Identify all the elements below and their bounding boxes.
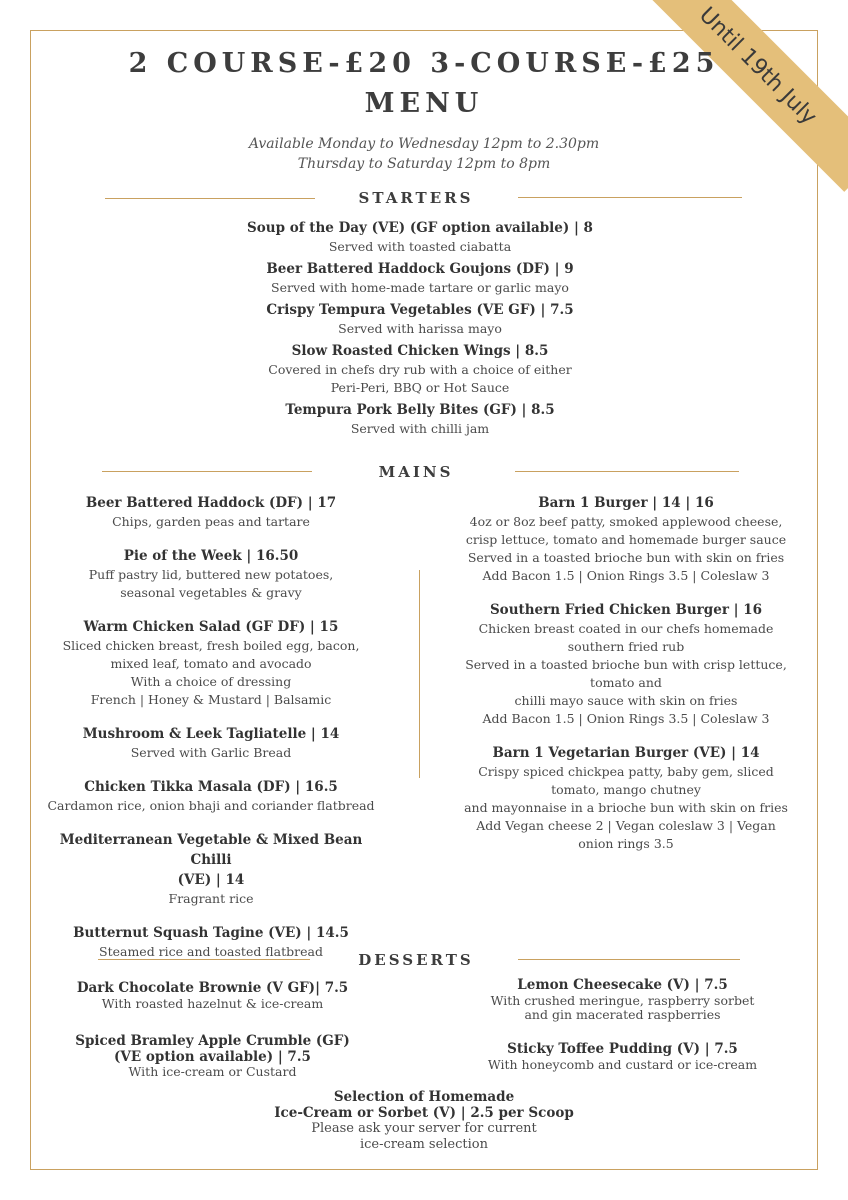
dish-description: With roasted hazelnut & ice-cream [101,996,324,1011]
dish-description: Sliced chicken breast, fresh boiled egg, bacon, [62,638,360,653]
dish-description: seasonal vegetables & gravy [120,585,302,600]
dish-description: and mayonnaise in a brioche bun with skin on fries [464,800,788,815]
dish-name: Southern Fried Chicken Burger [489,602,729,618]
dish-name-continued: Ice-Cream or Sorbet (V) [274,1105,457,1121]
dish-description: With ice-cream or Custard [128,1064,297,1079]
dish-description: With a choice of dressing [130,674,292,689]
dish-description: Served with Garlic Bread [130,745,292,760]
dish-name: Beer Battered Haddock (DF) [85,495,304,511]
menu-title-prices: 2 COURSE-£20 3-COURSE-£25 [128,48,720,79]
dish-description: tomato and [590,675,662,690]
dish-name: Spiced Bramley Apple Crumble (GF) [75,1033,350,1049]
dish-price: | 14 | 16 [647,495,714,511]
starter-item [180,218,660,256]
dish-description: chilli mayo sauce with skin on fries [514,693,738,708]
desserts-heading: DESSERTS [358,951,474,969]
dish-description: Served with chilli jam [350,421,490,436]
dish-description: 4oz or 8oz beef patty, smoked applewood cheese, [469,514,783,529]
dish-name: Mushroom & Leek Tagliatelle [82,726,307,742]
desserts-right-column [465,976,780,1072]
starter-item [180,341,660,397]
dish-description: Served in a toasted brioche bun with skin on fries [467,550,785,565]
main-item [40,617,382,709]
dish-price: | 17 [303,495,337,511]
dish-name: Tempura Pork Belly Bites (GF) [285,402,517,418]
dish-description: Served with harissa mayo [338,321,502,336]
dish-name: Slow Roasted Chicken Wings | 8.5 [291,343,549,359]
dish-description: With honeycomb and custard or ice-cream [487,1057,758,1072]
dish-price: | 16.50 [241,548,299,564]
dish-name: Lemon Cheesecake (V) [517,977,690,993]
starters-rule-left [105,198,315,199]
starters-list [180,218,660,438]
dessert-item [465,976,780,1022]
dish-description: Cardamon rice, onion bhaji and coriander flatbread [47,798,375,813]
dish-name: Sticky Toffee Pudding (V) [507,1041,701,1057]
dish-price: | 7.5 [315,980,349,996]
dish-name: Chicken Tikka Masala (DF) [84,779,291,795]
mains-rule-left [102,471,312,472]
dish-description: With crushed meringue, raspberry sorbet [490,993,755,1008]
dish-description: Add Bacon 1.5 | Onion Rings 3.5 | Coleslaw 3 [482,568,770,583]
ice-cream-selection [224,1089,624,1153]
dish-description: tomato, mango chutney [551,782,701,797]
main-item [450,493,802,585]
dish-description: Chicken breast coated in our chefs homemade [478,621,774,636]
dish-price: | 16.5 [290,779,338,795]
dish-description: Steamed rice and toasted flatbread [99,944,323,959]
dish-price: | 8 [569,220,593,236]
mains-column-divider [419,570,420,778]
starter-item [180,259,660,297]
dish-description: crisp lettuce, tomato and homemade burger sauce [465,532,787,547]
dish-description: ice-cream selection [359,1137,488,1152]
desserts-left-column [50,979,375,1079]
date-ribbon: Until 19th July [632,0,848,192]
main-item [40,546,382,602]
mains-right-column [450,493,802,853]
dish-name: Soup of the Day (VE) (GF option available) [247,220,570,236]
dish-description: Covered in chefs dry rub with a choice of either [268,362,572,377]
mains-left-column [40,493,382,961]
dish-price: | 14 [726,745,760,761]
dish-description: onion rings 3.5 [578,836,674,851]
dish-description: southern fried rub [567,639,685,654]
dish-price: | 7.5 [700,1041,738,1057]
dish-price: | 14 [306,726,340,742]
dish-price: | 2.5 per Scoop [456,1105,574,1121]
dish-name: Selection of Homemade [333,1089,515,1105]
dessert-item [465,1040,780,1072]
starters-heading: STARTERS [358,189,474,207]
main-item [40,777,382,815]
dessert-item [50,1033,375,1079]
starter-item [180,400,660,438]
dish-name: Barn 1 Vegetarian Burger (VE) [492,745,727,761]
dish-price: | 7.5 [689,977,728,993]
dish-description: Please ask your server for current [311,1121,537,1136]
availability-line-1: Available Monday to Wednesday 12pm to 2.30pm [248,136,600,152]
dish-price: | 8.5 [516,402,555,418]
dish-name: Beer Battered Haddock Goujons (DF) [266,261,550,277]
dish-description: French | Honey & Mustard | Balsamic [90,692,332,707]
main-item [450,743,802,853]
dish-name: Dark Chocolate Brownie (V GF) [76,980,316,996]
dish-description: Chips, garden peas and tartare [112,514,310,529]
availability-line-2: Thursday to Saturday 12pm to 8pm [297,156,551,172]
main-item [40,493,382,531]
desserts-rule-left [98,959,310,960]
dish-description: Fragrant rice [168,891,254,906]
dish-price: | 7.5 [535,302,574,318]
starters-rule-right [518,197,742,198]
dish-name: Warm Chicken Salad (GF DF) [83,619,306,635]
dish-description: Served with toasted ciabatta [328,239,512,254]
dish-price: | 16 [728,602,763,618]
dish-description: Puff pastry lid, buttered new potatoes, [88,567,334,582]
dish-description: and gin macerated raspberries [524,1007,721,1022]
dish-price: | 14 [211,872,245,888]
dish-name: Pie of the Week [123,548,242,564]
dish-description: mixed leaf, tomato and avocado [110,656,312,671]
dish-price: | 14.5 [301,925,349,941]
mains-rule-right [515,471,739,472]
main-item [40,724,382,762]
dish-name-continued: (VE option available) [114,1049,274,1065]
dish-name: Butternut Squash Tagine (VE) [73,925,302,941]
desserts-rule-right [518,959,740,960]
dish-name: Barn 1 Burger [538,495,648,511]
dish-name: Crispy Tempura Vegetables (VE GF) [266,302,536,318]
dish-name-continued: (VE) [177,872,212,888]
dessert-item [50,979,375,1011]
dish-description: Add Vegan cheese 2 | Vegan coleslaw 3 | Vegan [476,818,776,833]
dish-description: Add Bacon 1.5 | Onion Rings 3.5 | Coleslaw 3 [482,711,770,726]
dish-price: | 7.5 [273,1049,311,1065]
dish-name: Mediterranean Vegetable & Mixed Bean Chilli [59,832,363,868]
mains-heading: MAINS [378,463,454,481]
starter-item [180,300,660,338]
dish-description: Served with home-made tartare or garlic mayo [271,280,569,295]
dish-description: Crispy spiced chickpea patty, baby gem, sliced [478,764,774,779]
dish-price: | 9 [549,261,574,277]
main-item [450,600,802,728]
main-item [40,830,382,908]
dish-description: Peri-Peri, BBQ or Hot Sauce [330,380,510,395]
menu-title: MENU [364,88,484,119]
dish-description: Served in a toasted brioche bun with crisp lettuce, [465,657,787,672]
dish-price: | 15 [305,619,339,635]
